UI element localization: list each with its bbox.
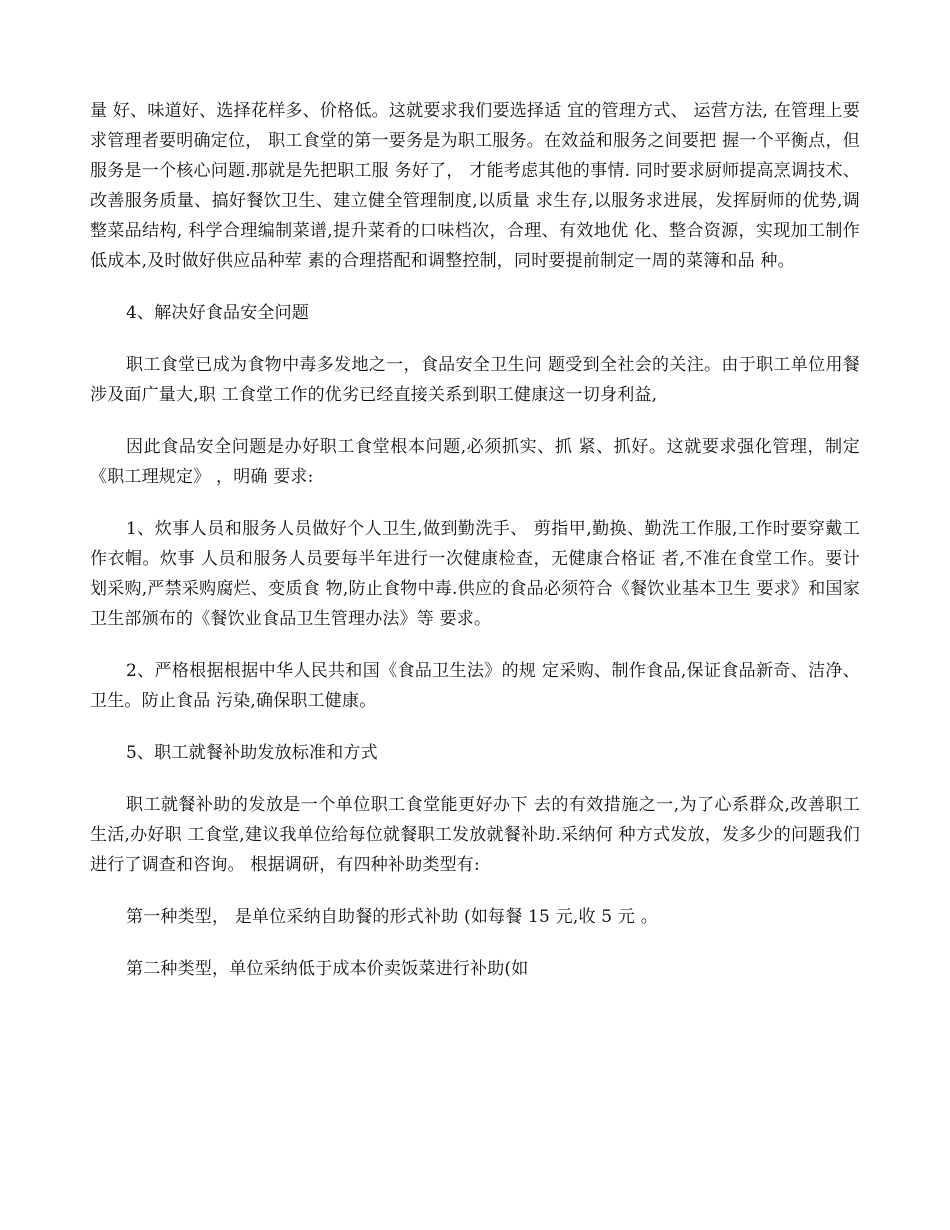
heading-food-safety: 4、解决好食品安全问题 <box>126 303 310 323</box>
paragraph-food-hygiene-law: 2、严格根据根据中华人民共和国《食品卫生法》的规 定采购、制作食品,保证食品新奇、洁净、卫生。防止食品 污染,确保职工健康。 <box>90 661 860 711</box>
paragraph-strengthen-management: 因此食品安全问题是办好职工食堂根本问题,必须抓实、抓 紧、抓好。这就要求强化管理，制定《职工理规定》 ，明确 要求: <box>90 437 860 487</box>
heading-meal-subsidy: 5、职工就餐补助发放标准和方式 <box>126 743 378 763</box>
paragraph-food-poisoning-risk: 职工食堂已成为食物中毒多发地之一，食品安全卫生问 题受到全社会的关注。由于职工单位用餐涉及面广量大,职 工食堂工作的优劣已经直接关系到职工健康这一切身利益, <box>90 355 860 405</box>
paragraph-subsidy-type-1: 第一种类型， 是单位采纳自助餐的形式补助 (如每餐 15 元,收 5 元 。 <box>126 907 658 927</box>
paragraph-subsidy-survey: 职工就餐补助的发放是一个单位职工食堂能更好办下 去的有效措施之一,为了心系群众,改善职工生活,办好职 工食堂,建议我单位给每位就餐职工发放就餐补助.采纳何 种方式发放，发多少的问题我们进行了调查和咨询。 根据调研，有四种补助类型有: <box>90 795 860 875</box>
document-page <box>90 96 860 984</box>
paragraph-subsidy-type-2: 第二种类型，单位采纳低于成本价卖饭菜进行补助(如 <box>126 959 529 979</box>
paragraph-staff-hygiene: 1、炊事人员和服务人员做好个人卫生,做到勤洗手、 剪指甲,勤换、勤洗工作服,工作时要穿戴工作衣帽。炊事 人员和服务人员要每半年进行一次健康检查，无健康合格证 者,不准在食堂工作。要计划采购,严禁采购腐烂、变质食 物,防止食物中毒.供应的食品必须符合《餐饮业基本卫生 要求》和国家卫生部颁布的《餐饮业食品卫生管理办法》等 要求。 <box>90 519 860 629</box>
paragraph-management-approach: 量 好、味道好、选择花样多、价格低。这就要求我们要选择适 宜的管理方式、 运营方法, 在管理上要求管理者要明确定位， 职工食堂的第一要务是为职工服务。在效益和服务之间要把 握一个平衡点，但服务是一个核心问题.那就是先把职工服 务好了， 才能考虑其他的事情. 同时要求厨师提高烹调技术、 改善服务质量、搞好餐饮卫生、建立健全管理制度,以质量 求生存,以服务求进展，发挥厨师的优势,调整菜品结构, 科学合理编制菜谱,提升菜肴的口味档次，合理、有效地优 化、整合资源，实现加工制作低成本,及时做好供应品种荤 素的合理搭配和调整控制，同时要提前制定一周的菜簿和品 种。 <box>90 101 860 271</box>
